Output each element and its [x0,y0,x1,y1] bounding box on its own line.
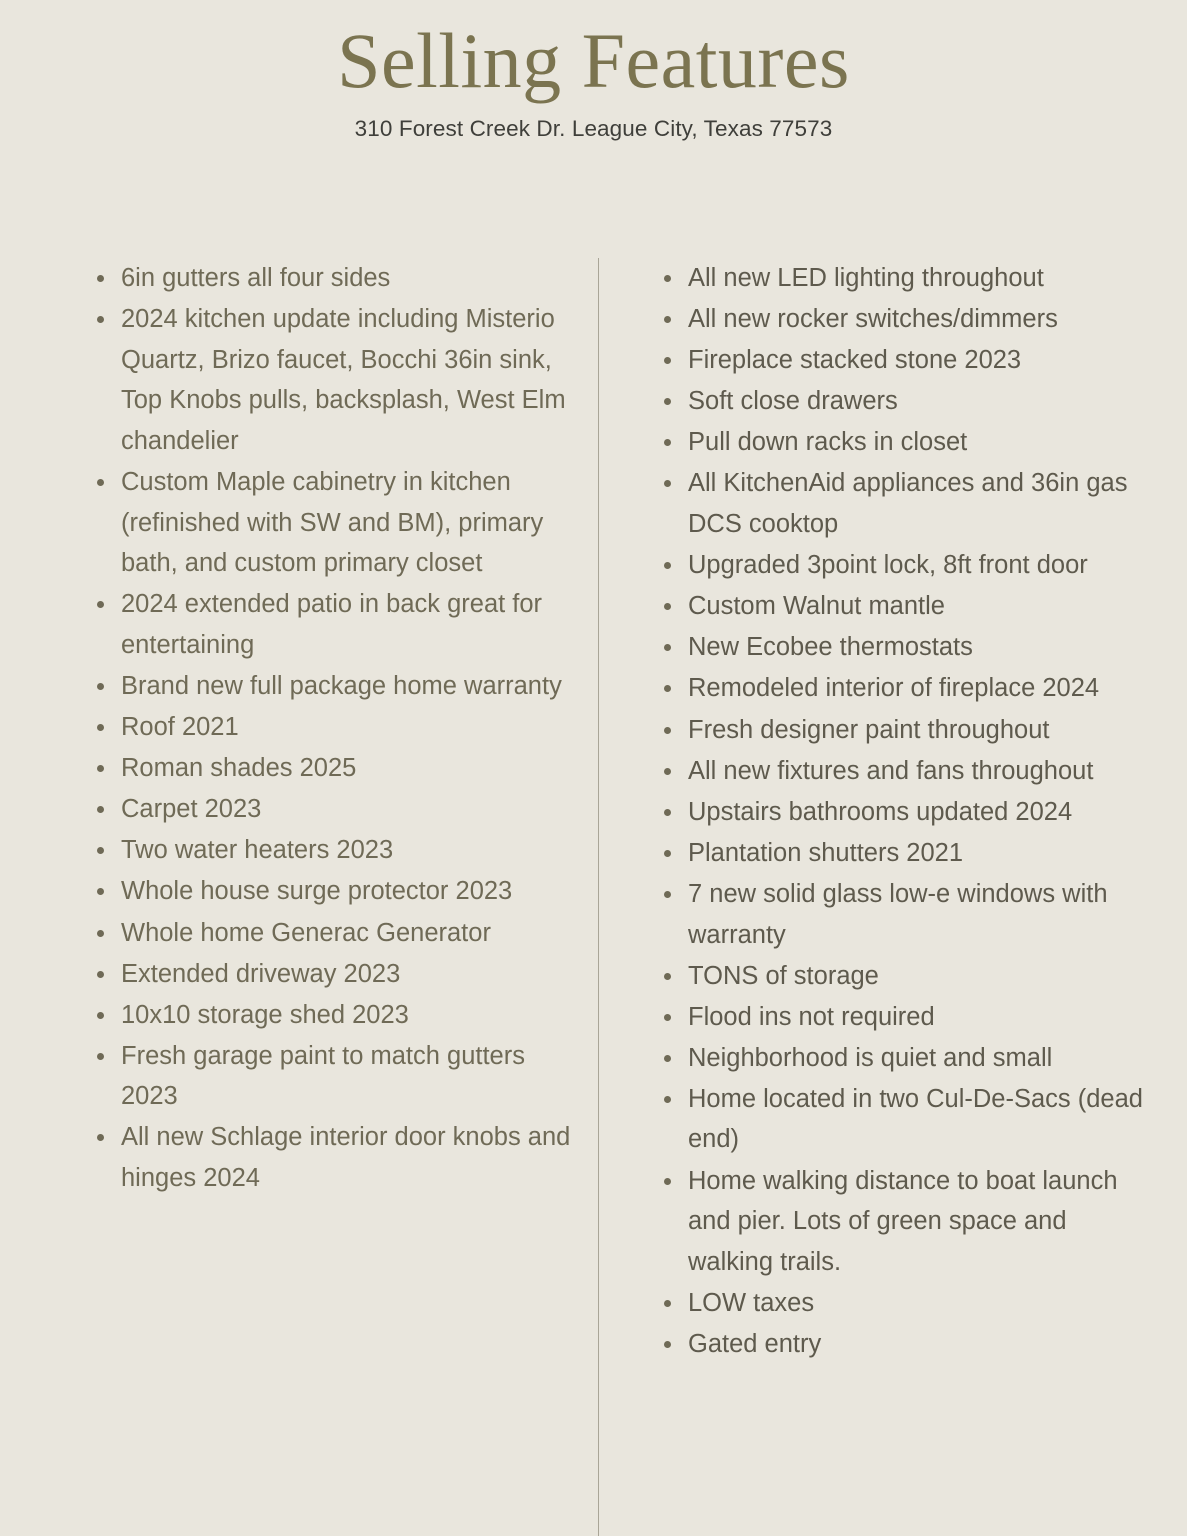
feature-list-item: Fresh designer paint throughout [655,710,1157,751]
feature-list-item: 10x10 storage shed 2023 [88,995,580,1036]
feature-list-item: Home walking distance to boat launch and pier. Lots of green space and walking trails. [655,1161,1157,1283]
feature-list-item: Two water heaters 2023 [88,830,580,871]
feature-list-item: Whole house surge protector 2023 [88,871,580,912]
feature-list-item: Carpet 2023 [88,789,580,830]
feature-list-item: Plantation shutters 2021 [655,833,1157,874]
feature-list-item: 2024 kitchen update including Misterio Quartz, Brizo faucet, Bocchi 36in sink, Top Knobs pulls, backsplash, West Elm chandelier [88,299,580,461]
feature-list-item: Fresh garage paint to match gutters 2023 [88,1036,580,1117]
right-feature-column [598,258,1187,1536]
feature-list-item: TONS of storage [655,956,1157,997]
feature-list-item: Gated entry [655,1324,1157,1365]
feature-list-item: All new rocker switches/dimmers [655,299,1157,340]
left-feature-column [0,258,598,1536]
feature-list-item: All new LED lighting throughout [655,258,1157,299]
feature-list-item: Roman shades 2025 [88,748,580,789]
feature-list-item: Neighborhood is quiet and small [655,1038,1157,1079]
feature-list-item: All new Schlage interior door knobs and hinges 2024 [88,1117,580,1198]
feature-list-item: Upstairs bathrooms updated 2024 [655,792,1157,833]
feature-list-item: All KitchenAid appliances and 36in gas DCS cooktop [655,463,1157,544]
feature-list-item: 7 new solid glass low-e windows with warranty [655,874,1157,955]
feature-list-item: Extended driveway 2023 [88,954,580,995]
right-feature-list [655,258,1157,1365]
feature-list-item: Fireplace stacked stone 2023 [655,340,1157,381]
feature-list-item: Custom Maple cabinetry in kitchen (refinished with SW and BM), primary bath, and custom primary closet [88,462,580,584]
property-address: 310 Forest Creek Dr. League City, Texas 77573 [354,116,833,141]
features-columns [0,258,1187,1536]
feature-list-item: 6in gutters all four sides [88,258,580,299]
feature-list-item: 2024 extended patio in back great for entertaining [88,584,580,665]
feature-list-item: Upgraded 3point lock, 8ft front door [655,545,1157,586]
feature-list-item: Roof 2021 [88,707,580,748]
feature-list-item: Flood ins not required [655,997,1157,1038]
feature-list-item: Pull down racks in closet [655,422,1157,463]
feature-list-item: Whole home Generac Generator [88,913,580,954]
feature-list-item: Home located in two Cul-De-Sacs (dead end) [655,1079,1157,1160]
page-title: Selling Features [337,17,850,104]
left-feature-list [88,258,580,1199]
feature-list-item: Soft close drawers [655,381,1157,422]
feature-list-item: LOW taxes [655,1283,1157,1324]
feature-list-item: Remodeled interior of fireplace 2024 [655,668,1157,709]
feature-list-item: All new fixtures and fans throughout [655,751,1157,792]
feature-list-item: Custom Walnut mantle [655,586,1157,627]
feature-list-item: New Ecobee thermostats [655,627,1157,668]
feature-list-item: Brand new full package home warranty [88,666,580,707]
